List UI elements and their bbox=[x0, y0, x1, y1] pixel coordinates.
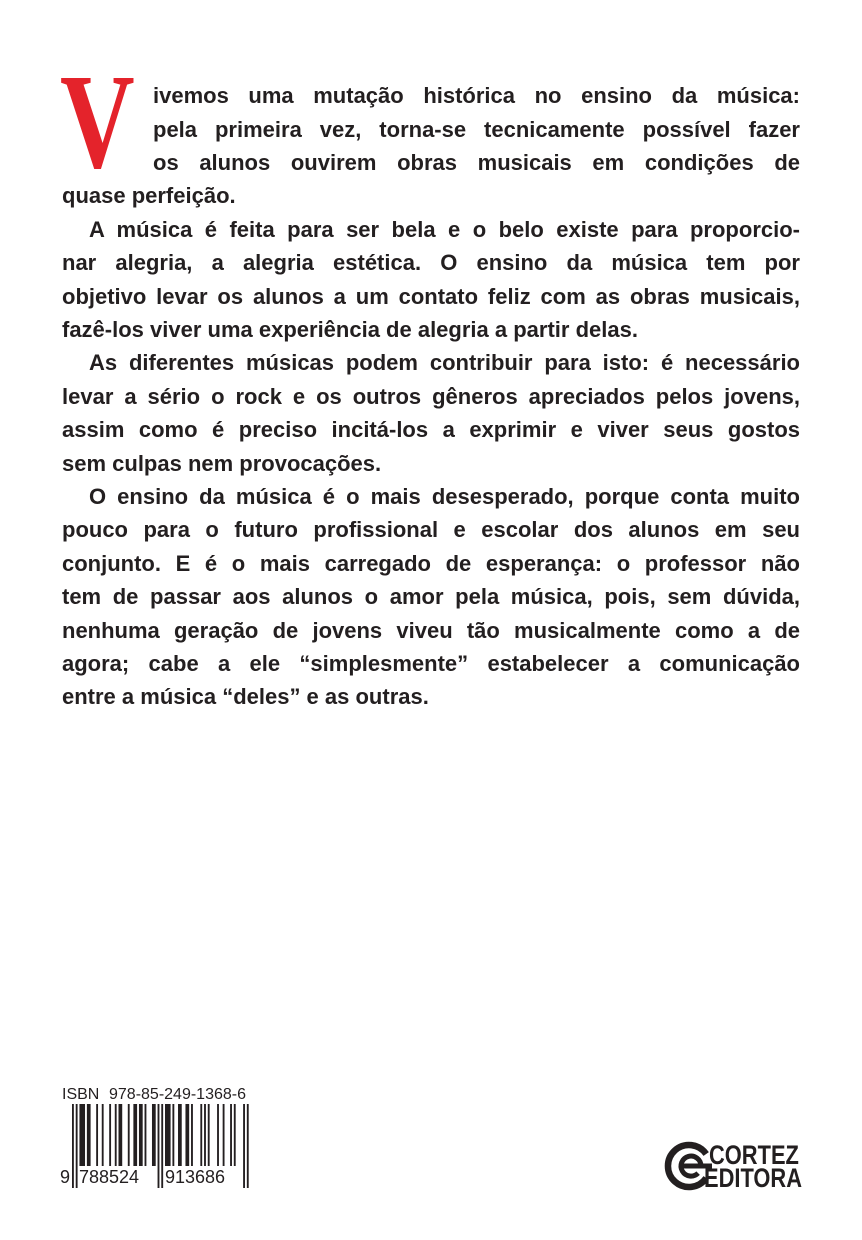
barcode-bar bbox=[76, 1104, 78, 1188]
text-line: ivemos uma mutação histórica no ensino da música: bbox=[153, 83, 800, 109]
barcode-bar bbox=[72, 1104, 74, 1188]
barcode-bar bbox=[87, 1104, 91, 1166]
barcode-bar bbox=[204, 1104, 206, 1166]
paragraph-1 bbox=[62, 79, 800, 213]
isbn-number: 978-85-249-1368-6 bbox=[109, 1086, 246, 1103]
barcode-bar bbox=[243, 1104, 245, 1188]
barcode-bar bbox=[79, 1104, 85, 1166]
barcode-digit-first: 9 bbox=[60, 1167, 71, 1187]
barcode-bar bbox=[217, 1104, 219, 1166]
text-line: quase perfeição. bbox=[62, 183, 236, 209]
barcode-bar bbox=[208, 1104, 210, 1166]
barcode-bar bbox=[152, 1104, 156, 1166]
barcode-digits-left: 788524 bbox=[79, 1167, 140, 1187]
barcode-bar bbox=[109, 1104, 111, 1166]
barcode-bar bbox=[191, 1104, 193, 1166]
text-line: pouco para o futuro profissional e escolar dos alunos em seu bbox=[62, 517, 800, 543]
barcode-bar bbox=[133, 1104, 137, 1166]
text-line: conjunto. E é o mais carregado de esperança: o professor não bbox=[62, 550, 800, 576]
barcode-bar bbox=[102, 1104, 104, 1166]
text-line: As diferentes músicas podem contribuir para isto: é necessário bbox=[89, 350, 800, 376]
isbn-line bbox=[62, 1085, 246, 1105]
text-line: O ensino da música é o mais desesperado, porque conta muito bbox=[89, 483, 800, 509]
barcode-bar bbox=[119, 1104, 123, 1166]
publisher-logo-line2: EDITORA bbox=[704, 1162, 803, 1193]
text-line: os alunos ouvirem obras musicais em condições de bbox=[153, 150, 800, 176]
barcode-bar bbox=[223, 1104, 225, 1166]
paragraph-2 bbox=[62, 213, 800, 347]
publisher-logo-line1: CORTEZ bbox=[709, 1139, 799, 1170]
barcode-digits-right: 913686 bbox=[165, 1167, 226, 1187]
text-line: levar a sério o rock e os outros gêneros apreciados pelos jovens, bbox=[62, 383, 800, 409]
text-line: fazê-los viver uma experiência de alegria a partir delas. bbox=[62, 317, 638, 343]
text-line: A música é feita para ser bela e o belo existe para proporcio- bbox=[89, 216, 800, 242]
barcode-bar bbox=[165, 1104, 171, 1166]
drop-cap-letter: V bbox=[60, 47, 135, 197]
text-line: objetivo levar os alunos a um contato feliz com as obras musicais, bbox=[62, 283, 800, 309]
barcode-bar bbox=[158, 1104, 160, 1188]
barcode-bar bbox=[139, 1104, 143, 1166]
barcode-bar bbox=[96, 1104, 98, 1166]
isbn-label: ISBN bbox=[62, 1086, 100, 1103]
paragraph-3 bbox=[62, 346, 800, 480]
text-line: pela primeira vez, torna-se tecnicamente possível fazer bbox=[153, 116, 800, 142]
barcode-bar bbox=[115, 1104, 117, 1166]
text-line: sem culpas nem provocações. bbox=[62, 450, 382, 476]
barcode-bar bbox=[234, 1104, 236, 1166]
text-line: nenhuma geração de jovens viveu tão musicalmente como a de bbox=[62, 617, 800, 643]
paragraph-4 bbox=[62, 480, 800, 714]
barcode-bar bbox=[185, 1104, 189, 1166]
text-line: assim como é preciso incitá-los a exprimir e viver seus gostos bbox=[62, 417, 800, 443]
barcode-bar bbox=[128, 1104, 130, 1166]
text-line: entre a música “deles” e as outras. bbox=[62, 684, 429, 710]
back-cover-text bbox=[62, 79, 800, 713]
barcode-bar bbox=[200, 1104, 202, 1166]
barcode-bar bbox=[161, 1104, 163, 1188]
barcode-bar bbox=[172, 1104, 174, 1166]
barcode-bar bbox=[178, 1104, 182, 1166]
text-line: tem de passar aos alunos o amor pela música, pois, sem dúvida, bbox=[62, 584, 800, 610]
text-line: nar alegria, a alegria estética. O ensino da música tem por bbox=[62, 250, 800, 276]
barcode-bar bbox=[247, 1104, 249, 1188]
barcode-bar bbox=[230, 1104, 232, 1166]
text-line: agora; cabe a ele “simplesmente” estabelecer a comunicação bbox=[62, 650, 800, 676]
barcode-bar bbox=[145, 1104, 147, 1166]
